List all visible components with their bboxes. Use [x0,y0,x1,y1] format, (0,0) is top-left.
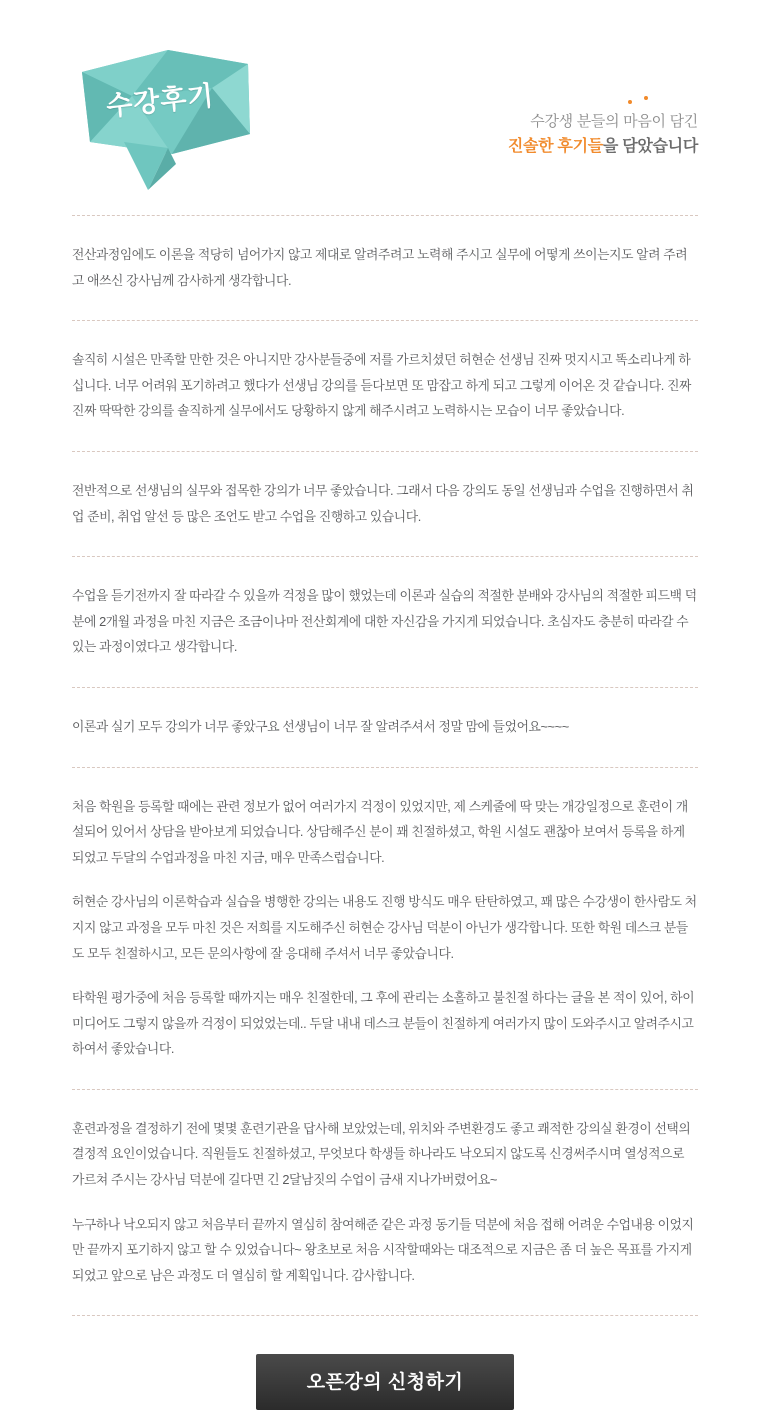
review-paragraph: 처음 학원을 등록할 때에는 관련 정보가 없어 여러가지 걱정이 있었지만, 제 스케줄에 딱 맞는 개강일정으로 훈련이 개설되어 있어서 상담을 받아보게 되었습니다. 상담해주신 분이 꽤 친절하셨고, 학원 시설도 괜찮아 보여서 등록을 하게 되었고 두달의 수업과정을 마친 지금, 매우 만족스럽습니다. [72,798,688,865]
list-item [72,347,698,424]
review-paragraph: 누구하나 낙오되지 않고 처음부터 끝까지 열심히 참여해준 같은 과정 동기들 덕분에 처음 접해 어려운 수업내용 이었지만 끝까지 포기하지 않고 할 수 있었습니다~ 왕초보로 처음 시작할때와는 대조적으로 지금은 좀 더 높은 목표를 가지게 되었고 앞으로 남은 과정도 더 열심히 할 계획입니다. 감사합니다. [72,1216,694,1283]
header-headline [508,110,698,160]
headline-line-2 [508,134,698,160]
review-paragraph: 타학원 평가중에 처음 등록할 때까지는 매우 친절한데, 그 후에 관리는 소홀하고 불친절 하다는 글을 본 적이 있어, 하이미디어도 그렇지 않을까 걱정이 되었었는데.. 두달 내내 데스크 분들이 친절하게 여러가지 많이 도와주시고 알려주시고 하여서 좋았습니다. [72,990,695,1057]
page-footer [72,1354,698,1410]
divider [72,451,698,452]
review-paragraph: 허현순 강사님의 이론학습과 실습을 병행한 강의는 내용도 진행 방식도 매우 탄탄하였고, 꽤 많은 수강생이 한사람도 처지지 않고 과정을 모두 마친 것은 저희를 지도해주신 허현순 강사님 덕분이 아닌가 생각합니다. 또한 학원 데스크 분들도 모두 친절하시고, 모든 문의사항에 잘 응대해 주셔서 너무 좋았습니다. [72,894,697,961]
divider [72,1315,698,1316]
list-item [72,794,698,1062]
review-paragraph: 이론과 실기 모두 강의가 너무 좋았구요 선생님이 너무 잘 알려주셔서 정말 맘에 들었어요~~~~ [72,718,569,734]
decorative-dots [622,96,662,106]
review-paragraph: 전반적으로 선생님의 실무와 접목한 강의가 너무 좋았습니다. 그래서 다음 강의도 동일 선생님과 수업을 진행하면서 취업 준비, 취업 알선 등 많은 조언도 받고 수업을 진행하고 있습니다. [72,482,694,524]
badge-label: 수강후기 [104,79,216,122]
divider [72,687,698,688]
review-paragraph: 수업을 듣기전까지 잘 따라갈 수 있을까 걱정을 많이 했었는데 이론과 실습의 적절한 분배와 강사님의 적절한 피드백 덕분에 2개월 과정을 마친 지금은 조금이나마 전산회계에 대한 자신감을 가지게 되었습니다. 초심자도 충분히 따라갈 수 있는 과정이였다고 생각합니다. [72,588,697,655]
divider [72,215,698,216]
review-paragraph: 훈련과정을 결정하기 전에 몇몇 훈련기관을 답사해 보았었는데, 위치와 주변환경도 좋고 쾌적한 강의실 환경이 선택의 결정적 요인이었습니다. 직원들도 친절하셨고, 무엇보다 학생들 하나라도 낙오되지 않도록 신경써주시며 열성적으로 가르쳐 주시는 강사님 덕분에 길다면 긴 2달남짓의 수업이 금새 지나가버렸어요~ [72,1120,691,1188]
list-item [72,583,698,660]
list-item [72,714,698,740]
review-paragraph: 솔직히 시설은 만족할 만한 것은 아니지만 강사분들중에 저를 가르치셨던 허현순 선생님 진짜 멋지시고 똑소리나게 하십니다. 너무 어려워 포기하려고 했다가 선생님 강의를 듣다보면 또 맘잡고 하게 되고 그렇게 이어온 것 같습니다. 진짜진짜 딱딱한 강의를 솔직하게 실무에서도 당황하지 않게 해주시려고 노력하시는 모습이 너무 좋았습니다. [72,352,692,419]
review-paragraph: 전산과정임에도 이론을 적당히 넘어가지 않고 제대로 알려주려고 노력해 주시고 실무에 어떻게 쓰이는지도 알려 주려고 애쓰신 강사님께 감사하게 생각합니다. [72,247,688,288]
apply-open-lecture-button[interactable]: 오픈강의 신청하기 [256,1354,514,1410]
list-item [72,242,698,293]
divider [72,320,698,321]
headline-line-1: 수강생 분들의 마음이 담긴 [530,113,698,130]
review-badge [72,42,262,192]
headline-rest: 을 담았습니다 [602,138,698,155]
headline-strong: 진솔한 후기들 [507,138,603,155]
review-list [0,215,770,1410]
list-item [72,478,698,529]
list-item [72,1116,698,1289]
divider [72,1089,698,1090]
divider [72,556,698,557]
divider [72,767,698,768]
page-header [0,0,770,215]
